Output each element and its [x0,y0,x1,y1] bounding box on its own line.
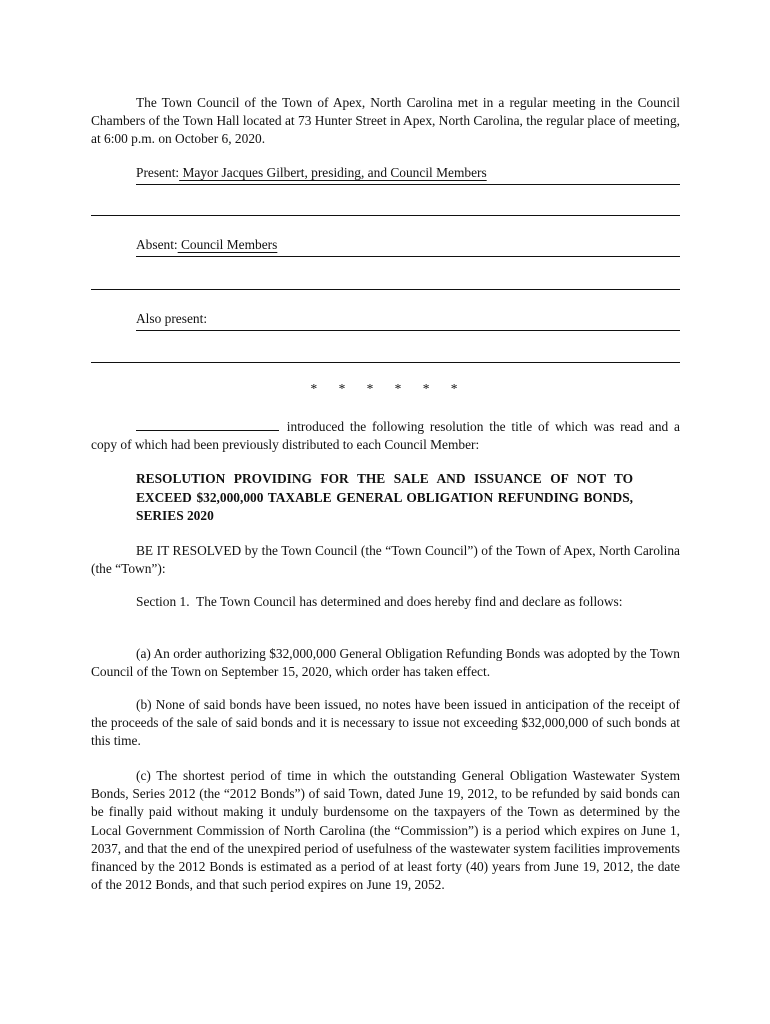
introduced-paragraph [91,418,680,454]
paragraph-c: (c) The shortest period of time in which the outstanding General Obligation Wastewater System Bonds, Series 2012 (the “2012 Bonds”) of said Town, dated June 19, 2012, to be refunded by said bonds can be finally paid without making it unduly burdensome on the taxpayers of the Town as determined by the Local Government Commission of North Carolina (the “Commission”) is a period which expires on June 1, 2037, and that the end of the unexpired period of usefulness of the wastewater system facilities improvements financed by the 2012 Bonds is estimated as a period of at least forty (40) years from June 19, 2012, the date of the 2012 Bonds, and that such period expires on June 19, 2052. [91,768,680,893]
present-field [136,164,680,185]
resolution-title: RESOLUTION PROVIDING FOR THE SALE AND ISSUANCE OF NOT TO EXCEED $32,000,000 TAXABLE GENERAL OBLIGATION REFUNDING BONDS, SERIES 2020 [136,471,633,523]
section-1-paragraph: Section 1. The Town Council has determined and does hereby find and declare as follows: [136,594,623,609]
present-value: Mayor Jacques Gilbert, presiding, and Council Members [179,165,487,180]
also-present-field [136,310,680,331]
paragraph-a: (a) An order authorizing $32,000,000 General Obligation Refunding Bonds was adopted by the Town Council of the Town on September 15, 2020, which order has taken effect. [91,646,680,680]
be-it-resolved-paragraph: BE IT RESOLVED by the Town Council (the “Town Council”) of the Town of Apex, North Carolina (the “Town”): [91,543,680,577]
also-present-continuation-line [91,362,680,363]
also-present-label: Also present: [136,311,208,326]
paragraph-b: (b) None of said bonds have been issued, no notes have been issued in anticipation of the receipt of the proceeds of the sale of said bonds and it is necessary to issue not exceeding $32,000,000 of such bonds at this time. [91,697,680,749]
introduced-text: introduced the following resolution the title of which was read and a copy of which had been previously distributed to each Council Member: [91,419,680,453]
absent-continuation-line [91,289,680,290]
section-separator: * * * * * * [310,381,460,396]
absent-field [136,236,680,257]
present-label: Present: [136,165,180,180]
absent-label: Absent: [136,237,178,252]
absent-value: Council Members [177,237,278,252]
present-continuation-line [91,215,680,216]
intro-paragraph: The Town Council of the Town of Apex, North Carolina met in a regular meeting in the Council Chambers of the Town Hall located at 73 Hunter Street in Apex, North Carolina, the regular place of meeting, at 6:00 p.m. on October 6, 2020. [91,95,680,147]
introducer-blank [136,418,279,431]
